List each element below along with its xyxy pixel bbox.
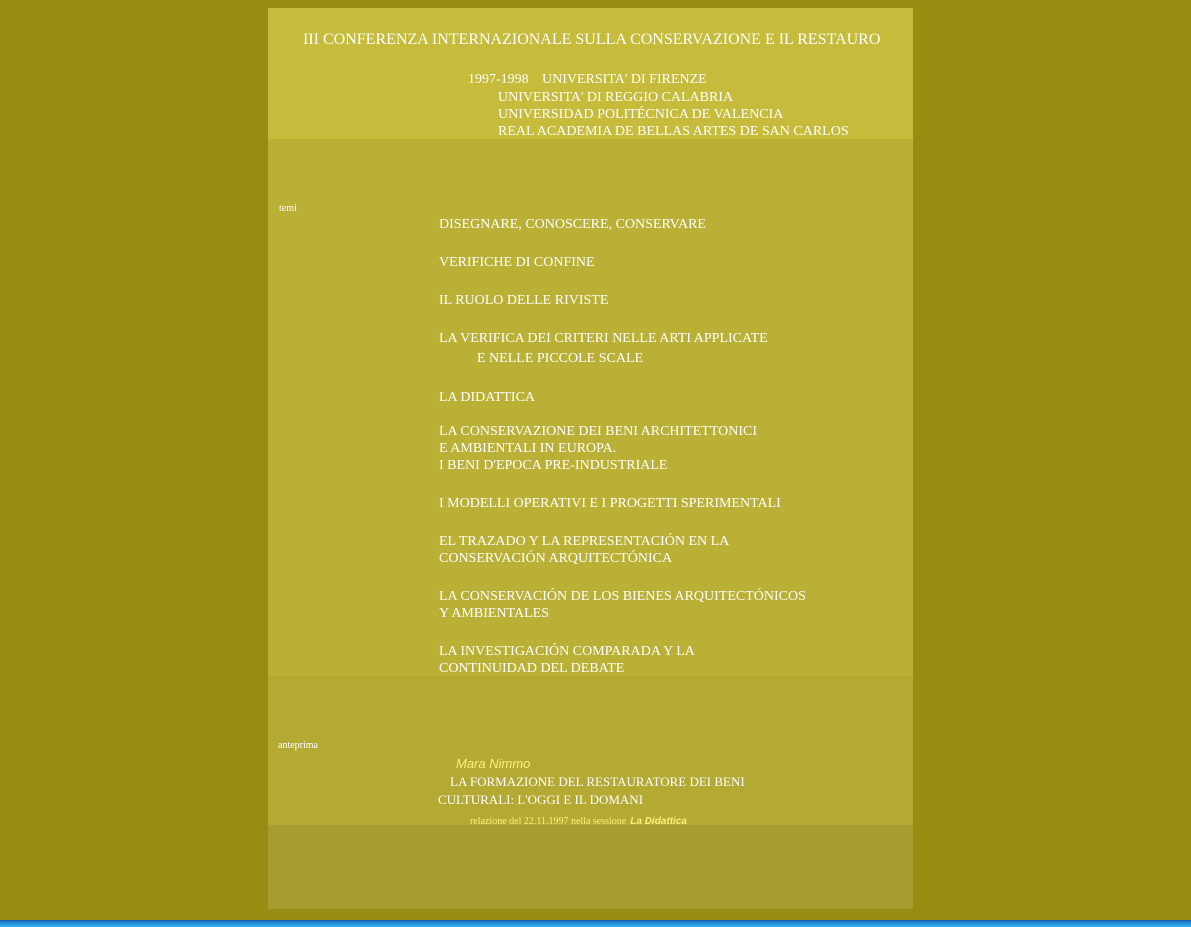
university-firenze: UNIVERSITA' DI FIRENZE [542,72,707,87]
topic-item-continued: E NELLE PICCOLE SCALE [477,351,644,366]
anteprima-label: anteprima [278,740,318,751]
topic-item-continued: CONSERVACIÓN ARQUITECTÓNICA [439,551,673,566]
temi-label: temi [279,203,297,214]
topic-item: IL RUOLO DELLE RIVISTE [439,293,609,308]
topic-item: EL TRAZADO Y LA REPRESENTACIÓN EN LA [439,534,730,549]
footer-band [268,825,913,909]
real-academia-san-carlos: REAL ACADEMIA DE BELLAS ARTES DE SAN CARLOS [498,124,849,139]
conference-page [268,8,913,909]
topic-item: LA VERIFICA DEI CRITERI NELLE ARTI APPLICATE [439,331,768,346]
author-link[interactable]: Mara Nimmo [456,756,531,771]
preview-title-line-2[interactable]: CULTURALI: L'OGGI E IL DOMANI [438,792,644,807]
relazione-note [470,811,687,829]
preview-title-line-1[interactable]: LA FORMAZIONE DEL RESTAURATORE DEI BENI [450,774,745,789]
topic-item: LA DIDATTICA [439,390,536,405]
topic-item-continued: CONTINUIDAD DEL DEBATE [439,661,625,676]
relazione-text: relazione del 22.11.1997 nella sessione [470,816,627,827]
conference-years: 1997-1998 [468,72,529,87]
university-valencia: UNIVERSIDAD POLITÉCNICA DE VALENCIA [498,107,784,122]
topic-item: DISEGNARE, CONOSCERE, CONSERVARE [439,217,706,232]
taskbar-strip [0,920,1191,927]
topic-item: I MODELLI OPERATIVI E I PROGETTI SPERIMENTALI [439,496,781,511]
topic-item-continued: E AMBIENTALI IN EUROPA. [439,441,617,456]
topic-item: LA INVESTIGACIÓN COMPARADA Y LA [439,644,695,659]
topic-item: LA CONSERVAZIONE DEI BENI ARCHITETTONICI [439,424,758,439]
session-link[interactable]: La Didattica [630,816,687,827]
topic-item: VERIFICHE DI CONFINE [439,255,595,270]
topic-item: LA CONSERVACIÓN DE LOS BIENES ARQUITECTÓNICOS [439,589,806,604]
university-reggio-calabria: UNIVERSITA' DI REGGIO CALABRIA [498,90,734,105]
topic-item-continued: I BENI D'EPOCA PRE-INDUSTRIALE [439,458,668,473]
topic-item-continued: Y AMBIENTALES [439,606,549,621]
conference-title: III CONFERENZA INTERNAZIONALE SULLA CONSERVAZIONE E IL RESTAURO [303,31,881,48]
